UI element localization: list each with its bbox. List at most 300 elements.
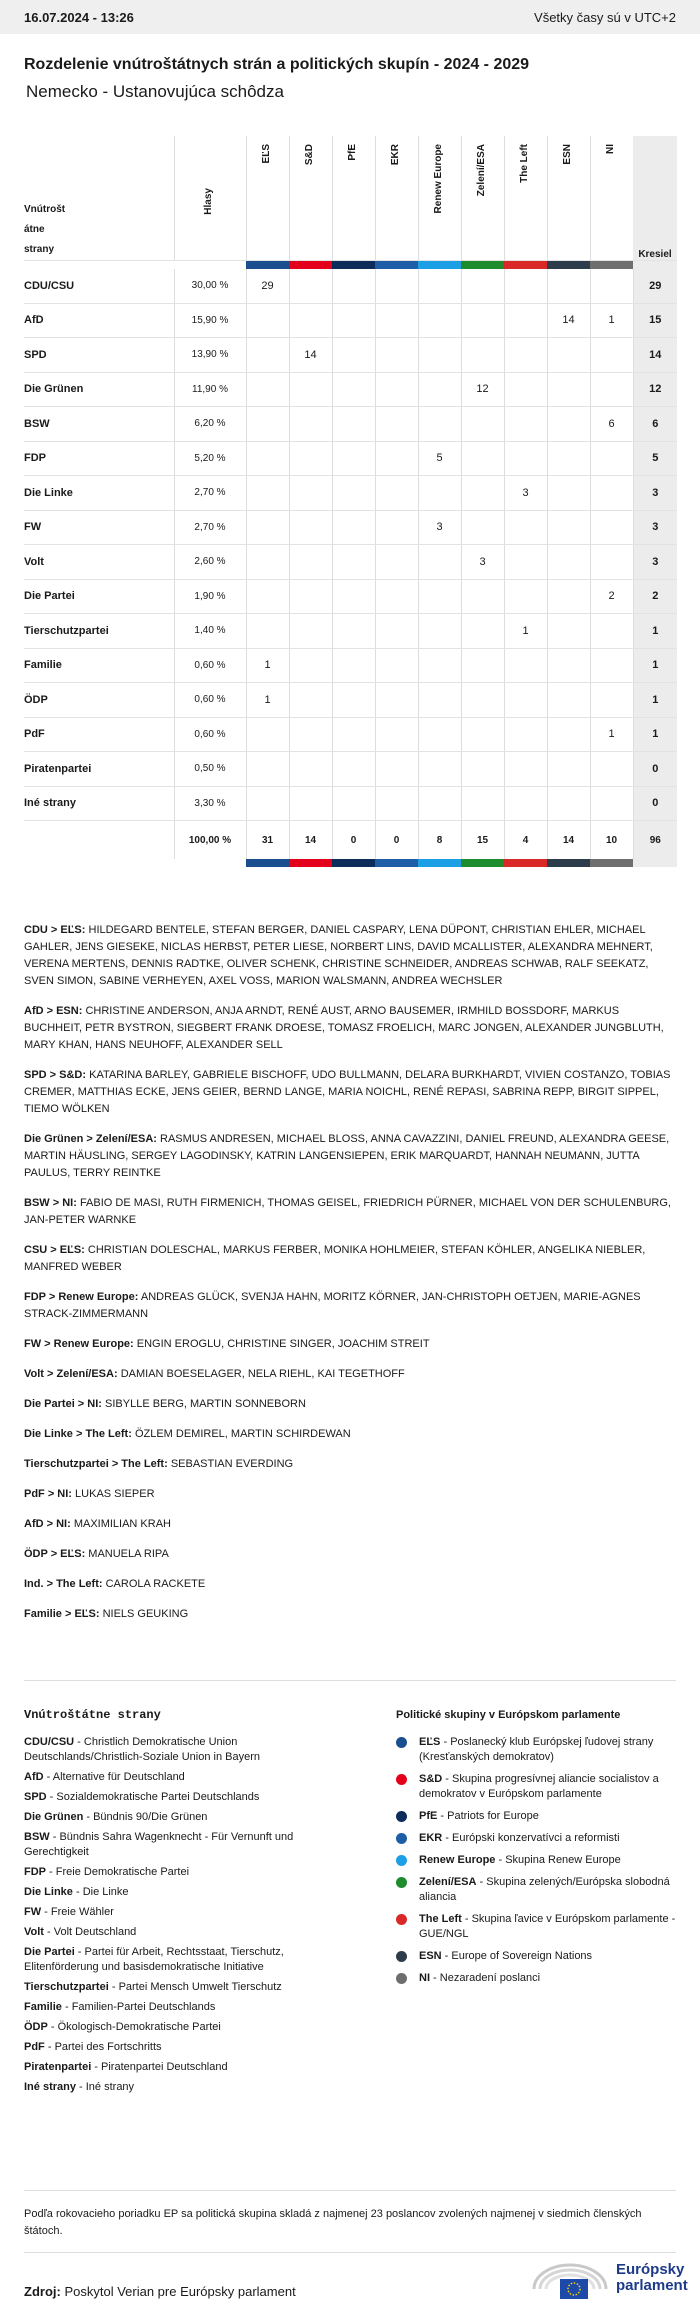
seat-cell (375, 476, 418, 511)
vote-share: 6,20 % (174, 407, 246, 442)
table-header-row (24, 136, 677, 261)
seat-cell (418, 648, 461, 683)
party-name: Tierschutzpartei (24, 614, 174, 649)
mep-names: SEBASTIAN EVERDING (170, 1458, 294, 1470)
group-color-swatch (246, 859, 289, 867)
seat-cell (332, 648, 375, 683)
vote-share: 5,20 % (174, 441, 246, 476)
seat-cell (246, 303, 289, 338)
party-legend-item: Die Partei - Partei für Arbeit, Rechtsstaat, Tierschutz, Elitenförderung und basisdemokratische Initiative (24, 1946, 284, 1973)
seat-cell (461, 441, 504, 476)
mep-group-entry (24, 1456, 676, 1473)
group-color-bar (24, 859, 677, 867)
seat-cell (332, 441, 375, 476)
group-legend-item: Zelení/ESA - Skupina zelených/Európska slobodná aliancia (396, 1875, 676, 1905)
footnote: Podľa rokovacieho poriadku EP sa politická skupina skladá z najmenej 23 poslancov zvolených najmenej v siedmich členských štátoch. (24, 2208, 642, 2237)
party-full-name: Christlich Demokratische Union Deutschlands/Christlich-Soziale Union in Bayern (24, 1736, 261, 1763)
divider (24, 1680, 676, 1681)
seat-cell (418, 338, 461, 373)
seat-cell (289, 510, 332, 545)
seat-cell (332, 752, 375, 787)
group-total: 8 (418, 821, 461, 860)
seat-cell (375, 545, 418, 580)
seat-cell (547, 579, 590, 614)
group-total: 14 (547, 821, 590, 860)
mep-names: MAXIMILIAN KRAH (73, 1518, 171, 1530)
group-color-swatch (289, 261, 332, 270)
seat-cell: 2 (590, 579, 633, 614)
party-full-name: Freie Demokratische Partei (55, 1866, 190, 1878)
seat-cell (289, 407, 332, 442)
top-bar (0, 0, 700, 34)
mep-group-entry (24, 1546, 676, 1563)
group-full-name: Európski konzervatívci a reformisti (452, 1832, 620, 1844)
seat-cell (289, 717, 332, 752)
party-name: FDP (24, 441, 174, 476)
parliament-emblem-icon (530, 2255, 610, 2301)
group-full-name: Poslanecký klub Európskej ľudovej strany (Kresťanských demokratov) (419, 1736, 654, 1763)
group-legend-item: The Left - Skupina ľavice v Európskom parlamente - GUE/NGL (396, 1912, 676, 1942)
seat-cell (375, 338, 418, 373)
group-legend-item: S&D - Skupina progresívnej aliancie socialistov a demokratov v Európskom parlamente (396, 1772, 676, 1802)
table-row (24, 407, 677, 442)
seat-cell (332, 786, 375, 821)
mep-names: SIBYLLE BERG, MARTIN SONNEBORN (105, 1398, 306, 1410)
table-row (24, 303, 677, 338)
mep-names: KATARINA BARLEY, GABRIELE BISCHOFF, UDO BULLMANN, DELARA BURKHARDT, VIVIEN COSTANZO, TOBIAS CREMER, MATTHIAS ECKE, JENS GEIER, BERND LANGE, MARIA NOICHL, RENÉ REPASI, SABRINA REPP, BIRGIT SIPPEL, TIEMO WÖLKEN (24, 1069, 671, 1115)
source-text: Poskytol Verian pre Európsky parlament (64, 2284, 296, 2299)
mep-names: HILDEGARD BENTELE, STEFAN BERGER, DANIEL CASPARY, LENA DÜPONT, CHRISTIAN EHLER, MICHAEL GAHLER, JENS GIESEKE, NICLAS HERBST, PETER LIESE, NORBERT LINS, DAVID MCALLISTER, ALEXANDRA MEHNERT, VERENA MERTENS, DENNIS RADTKE, OLIVER SCHENK, CHRISTINE SCHNEIDER, ANDREAS SCHWAB, RALF SEEKATZ, SVEN SIMON, SABINE VERHEYEN, AXEL VOSS, MARION WALSMANN, ANDREA WECHSLER (24, 924, 653, 987)
mep-group-entry (24, 1606, 676, 1623)
seat-cell (461, 338, 504, 373)
seat-cell: 12 (461, 372, 504, 407)
seat-cell (246, 545, 289, 580)
logo-line: parlament (616, 2277, 688, 2294)
party-full-name: Bündnis Sahra Wagenknecht - Für Vernunft und Gerechtigkeit (24, 1831, 294, 1858)
group-legend-item: Renew Europe - Skupina Renew Europe (396, 1853, 676, 1868)
party-header-line: átne (24, 224, 45, 235)
seat-cell (547, 614, 590, 649)
seat-cell (461, 614, 504, 649)
ep-logo (530, 2255, 688, 2301)
group-full-name: Skupina ľavice v Európskom parlamente - GUE/NGL (419, 1913, 676, 1940)
mep-group-entry (24, 1396, 676, 1413)
party-legend-item: CDU/CSU - Christlich Demokratische Union Deutschlands/Christlich-Soziale Union in Bayern (24, 1736, 261, 1763)
seat-cell (547, 441, 590, 476)
group-header-label: EKR (389, 144, 401, 166)
seat-cell (375, 407, 418, 442)
mep-group-entry (24, 1516, 676, 1533)
group-full-name: Europe of Sovereign Nations (451, 1950, 593, 1962)
group-full-name: Skupina Renew Europe (505, 1854, 621, 1866)
seat-cell (246, 786, 289, 821)
seat-cell (547, 407, 590, 442)
vote-share: 2,60 % (174, 545, 246, 580)
group-color-swatch (504, 261, 547, 270)
party-legend-item: FDP - Freie Demokratische Partei (24, 1866, 190, 1878)
seat-total: 0 (633, 752, 677, 787)
seat-total: 1 (633, 717, 677, 752)
seat-cell (289, 752, 332, 787)
party-full-name: Partei für Arbeit, Rechtsstaat, Tierschutz, Elitenförderung und basisdemokratische Initiative (24, 1946, 284, 1973)
mep-group-entry (24, 1289, 676, 1323)
seat-cell (461, 752, 504, 787)
mep-group-label: SPD > S&D: (24, 1069, 87, 1081)
group-abbr: NI (419, 1972, 430, 1984)
seat-cell (461, 683, 504, 718)
vote-share: 15,90 % (174, 303, 246, 338)
logo-line: Európsky (616, 2261, 685, 2278)
group-header-label: The Left (518, 144, 530, 183)
mep-group-label: Tierschutzpartei > The Left: (24, 1458, 168, 1470)
group-color-swatch (246, 261, 289, 270)
seat-total: 3 (633, 510, 677, 545)
seat-cell (461, 510, 504, 545)
party-name: Die Grünen (24, 372, 174, 407)
seat-cell (418, 717, 461, 752)
party-abbr: BSW (24, 1831, 50, 1843)
vote-share: 13,90 % (174, 338, 246, 373)
seat-cell: 3 (461, 545, 504, 580)
seat-cell (289, 579, 332, 614)
mep-list (24, 922, 676, 1636)
seat-cell (375, 614, 418, 649)
seat-cell (547, 338, 590, 373)
seat-cell (246, 441, 289, 476)
logo-text (616, 2262, 688, 2294)
group-color-swatch (332, 859, 375, 867)
party-legend-item: SPD - Sozialdemokratische Partei Deutschlands (24, 1791, 260, 1803)
mep-group-entry (24, 1195, 676, 1229)
seat-cell (332, 338, 375, 373)
party-legend-item: BSW - Bündnis Sahra Wagenknecht - Für Vernunft und Gerechtigkeit (24, 1831, 294, 1858)
table-row (24, 372, 677, 407)
group-column-header (547, 136, 590, 261)
seat-cell (504, 752, 547, 787)
party-abbr: Die Linke (24, 1886, 73, 1898)
group-color-dot-icon (396, 1833, 407, 1844)
mep-group-label: FDP > Renew Europe: (24, 1291, 139, 1303)
votes-column-header (174, 136, 246, 261)
mep-group-label: BSW > NI: (24, 1197, 77, 1209)
seat-cell (332, 476, 375, 511)
mep-group-entry (24, 922, 676, 990)
seat-cell (332, 407, 375, 442)
seat-cell (418, 303, 461, 338)
seat-cell (418, 579, 461, 614)
seat-cell (590, 441, 633, 476)
seat-cell (504, 648, 547, 683)
seat-cell (461, 717, 504, 752)
seat-total: 6 (633, 407, 677, 442)
seats-column-header: Kresiel (633, 136, 677, 261)
seat-cell (418, 372, 461, 407)
political-groups-legend-title: Politické skupiny v Európskom parlamente (396, 1709, 621, 1721)
seat-total: 3 (633, 476, 677, 511)
party-full-name: Partei des Fortschritts (54, 2041, 162, 2053)
seat-cell (504, 407, 547, 442)
seat-cell (375, 579, 418, 614)
page-subtitle: Nemecko - Ustanovujúca schôdza (26, 82, 284, 101)
mep-names: NIELS GEUKING (102, 1608, 189, 1620)
mep-group-entry (24, 1003, 676, 1054)
party-abbr: Die Grünen (24, 1811, 84, 1823)
mep-group-label: CSU > EĽS: (24, 1244, 85, 1256)
party-abbr: Familie (24, 2001, 62, 2013)
seat-cell (590, 338, 633, 373)
seat-cell (590, 269, 633, 303)
seat-cell (375, 717, 418, 752)
party-name: PdF (24, 717, 174, 752)
seat-cell (504, 269, 547, 303)
seat-cell: 5 (418, 441, 461, 476)
mep-group-label: Die Linke > The Left: (24, 1428, 132, 1440)
group-header-label: PfE (346, 144, 358, 161)
seat-cell (418, 476, 461, 511)
group-full-name: Patriots for Europe (447, 1810, 539, 1822)
party-legend-item: Iné strany - Iné strany (24, 2081, 135, 2093)
mep-names: ÖZLEM DEMIREL, MARTIN SCHIRDEWAN (134, 1428, 351, 1440)
seat-cell (246, 476, 289, 511)
seat-cell (547, 648, 590, 683)
votes-total: 100,00 % (174, 821, 246, 860)
seat-cell (590, 786, 633, 821)
seat-cell (246, 614, 289, 649)
mep-names: LUKAS SIEPER (75, 1488, 155, 1500)
political-groups-legend-items (396, 1735, 676, 1986)
mep-group-label: PdF > NI: (24, 1488, 72, 1500)
table-row (24, 510, 677, 545)
party-legend-item: Die Grünen - Bündnis 90/Die Grünen (24, 1811, 208, 1823)
mep-names: CHRISTIAN DOLESCHAL, MARKUS FERBER, MONIKA HOHLMEIER, STEFAN KÖHLER, ANGELIKA NIEBLER, MANFRED WEBER (24, 1244, 646, 1273)
vote-share: 3,30 % (174, 786, 246, 821)
seat-cell (418, 752, 461, 787)
seat-cell: 14 (547, 303, 590, 338)
timestamp: 16.07.2024 - 13:26 (24, 9, 134, 25)
divider (24, 2190, 676, 2191)
seat-cell (375, 441, 418, 476)
group-color-swatch (418, 261, 461, 270)
seat-cell (246, 407, 289, 442)
group-column-header (332, 136, 375, 261)
group-header-label: Renew Europe (432, 144, 444, 214)
table-row (24, 545, 677, 580)
group-column-header (418, 136, 461, 261)
seat-cell (504, 683, 547, 718)
mep-group-label: CDU > EĽS: (24, 924, 86, 936)
party-name: BSW (24, 407, 174, 442)
group-abbr: The Left (419, 1913, 462, 1925)
seat-total: 29 (633, 269, 677, 303)
table-row (24, 786, 677, 821)
group-color-dot-icon (396, 1737, 407, 1748)
group-column-header (461, 136, 504, 261)
group-total: 14 (289, 821, 332, 860)
party-full-name: Freie Wähler (50, 1906, 114, 1918)
seat-cell (418, 786, 461, 821)
seat-cell (590, 614, 633, 649)
seat-cell (590, 510, 633, 545)
group-color-swatch (461, 859, 504, 867)
party-full-name: Partei Mensch Umwelt Tierschutz (118, 1981, 282, 1993)
group-header-label: NI (604, 144, 616, 154)
group-legend-item: EKR - Európski konzervatívci a reformisti (396, 1831, 676, 1846)
group-color-swatch (547, 859, 590, 867)
seat-cell (246, 372, 289, 407)
seat-cell (289, 476, 332, 511)
seat-cell (375, 648, 418, 683)
seat-cell (375, 269, 418, 303)
mep-names: MANUELA RIPA (88, 1548, 169, 1560)
seat-total: 1 (633, 648, 677, 683)
seat-cell (289, 545, 332, 580)
group-abbr: PfE (419, 1810, 438, 1822)
seat-cell (246, 717, 289, 752)
seat-cell (332, 303, 375, 338)
vote-share: 0,50 % (174, 752, 246, 787)
group-column-header (375, 136, 418, 261)
mep-group-entry (24, 1131, 676, 1182)
seat-cell (590, 648, 633, 683)
mep-names: ANDREAS GLÜCK, SVENJA HAHN, MORITZ KÖRNER, JAN-CHRISTOPH OETJEN, MARIE-AGNES STRACK-ZIMMERMANN (24, 1291, 641, 1320)
seat-total: 0 (633, 786, 677, 821)
group-abbr: EKR (419, 1832, 443, 1844)
table-row (24, 683, 677, 718)
party-legend-item: FW - Freie Wähler (24, 1906, 114, 1918)
vote-share: 11,90 % (174, 372, 246, 407)
mep-group-entry (24, 1067, 676, 1118)
group-color-swatch (590, 859, 633, 867)
seat-cell (547, 545, 590, 580)
seat-cell (332, 510, 375, 545)
seat-cell (504, 579, 547, 614)
party-full-name: Bündnis 90/Die Grünen (93, 1811, 208, 1823)
seat-cell (418, 269, 461, 303)
group-color-swatch (590, 261, 633, 270)
group-color-bar (24, 261, 677, 270)
group-total: 0 (375, 821, 418, 860)
vote-share: 30,00 % (174, 269, 246, 303)
seat-cell (289, 683, 332, 718)
seat-cell: 14 (289, 338, 332, 373)
seat-cell (590, 545, 633, 580)
seat-cell: 3 (418, 510, 461, 545)
seat-cell (504, 441, 547, 476)
party-legend-item: Piratenpartei - Piratenpartei Deutschland (24, 2061, 228, 2073)
seat-cell (504, 372, 547, 407)
seat-cell: 1 (246, 648, 289, 683)
group-header-label: EĽS (260, 144, 272, 164)
group-color-swatch (547, 261, 590, 270)
seat-total: 2 (633, 579, 677, 614)
seat-cell (375, 786, 418, 821)
party-name: CDU/CSU (24, 269, 174, 303)
seat-cell (375, 303, 418, 338)
seat-total: 12 (633, 372, 677, 407)
party-full-name: Die Linke (82, 1886, 129, 1898)
vote-share: 0,60 % (174, 683, 246, 718)
group-legend-item: EĽS - Poslanecký klub Európskej ľudovej strany (Kresťanských demokratov) (396, 1735, 676, 1765)
group-column-header (246, 136, 289, 261)
seat-cell: 3 (504, 476, 547, 511)
group-color-swatch (375, 261, 418, 270)
party-full-name: Sozialdemokratische Partei Deutschlands (56, 1791, 260, 1803)
group-column-header (590, 136, 633, 261)
mep-group-label: AfD > NI: (24, 1518, 71, 1530)
source-label: Zdroj: (24, 2284, 61, 2299)
mep-names: DAMIAN BOESELAGER, NELA RIEHL, KAI TEGETHOFF (120, 1368, 405, 1380)
seat-cell (461, 269, 504, 303)
seat-cell (590, 683, 633, 718)
table-row (24, 338, 677, 373)
group-total: 0 (332, 821, 375, 860)
group-color-dot-icon (396, 1877, 407, 1888)
party-header-line: Vnútrošt (24, 204, 66, 215)
seat-total: 5 (633, 441, 677, 476)
national-parties-legend-items (24, 1735, 354, 2095)
seat-cell (332, 579, 375, 614)
group-color-swatch (504, 859, 547, 867)
mep-group-label: Die Grünen > Zelení/ESA: (24, 1133, 157, 1145)
seat-cell (246, 752, 289, 787)
seat-cell: 1 (590, 717, 633, 752)
vote-share: 0,60 % (174, 717, 246, 752)
source (24, 2284, 296, 2299)
page-title: Rozdelenie vnútroštátnych strán a politických skupín - 2024 - 2029 (24, 56, 530, 73)
group-column-header (289, 136, 332, 261)
seat-cell (461, 476, 504, 511)
party-abbr: FDP (24, 1866, 46, 1878)
seat-cell (461, 579, 504, 614)
seat-cell (547, 510, 590, 545)
group-total: 31 (246, 821, 289, 860)
seat-cell (289, 269, 332, 303)
party-name: FW (24, 510, 174, 545)
group-color-swatch (375, 859, 418, 867)
seat-cell (547, 752, 590, 787)
mep-group-label: ÖDP > EĽS: (24, 1548, 86, 1560)
seat-cell (418, 614, 461, 649)
political-groups-legend (396, 1708, 676, 2100)
seat-cell (418, 683, 461, 718)
seat-cell (332, 269, 375, 303)
group-color-dot-icon (396, 1914, 407, 1925)
mep-names: CAROLA RACKETE (105, 1578, 206, 1590)
party-full-name: Piratenpartei Deutschland (101, 2061, 228, 2073)
grand-total: 96 (633, 821, 677, 860)
party-legend-item: Familie - Familien-Partei Deutschlands (24, 2001, 216, 2013)
seat-cell (332, 545, 375, 580)
party-name: Die Partei (24, 579, 174, 614)
party-name: Iné strany (24, 786, 174, 821)
seat-cell (375, 510, 418, 545)
seat-cell (418, 407, 461, 442)
party-name: Die Linke (24, 476, 174, 511)
group-color-dot-icon (396, 1811, 407, 1822)
party-abbr: PdF (24, 2041, 45, 2053)
seat-cell (332, 614, 375, 649)
seat-cell (504, 786, 547, 821)
group-color-dot-icon (396, 1855, 407, 1866)
vote-share: 2,70 % (174, 510, 246, 545)
mep-group-entry (24, 1242, 676, 1276)
seat-cell (547, 269, 590, 303)
seat-cell (289, 303, 332, 338)
table-row (24, 648, 677, 683)
seat-total: 3 (633, 545, 677, 580)
party-full-name: Alternative für Deutschland (52, 1771, 185, 1783)
table-row (24, 476, 677, 511)
